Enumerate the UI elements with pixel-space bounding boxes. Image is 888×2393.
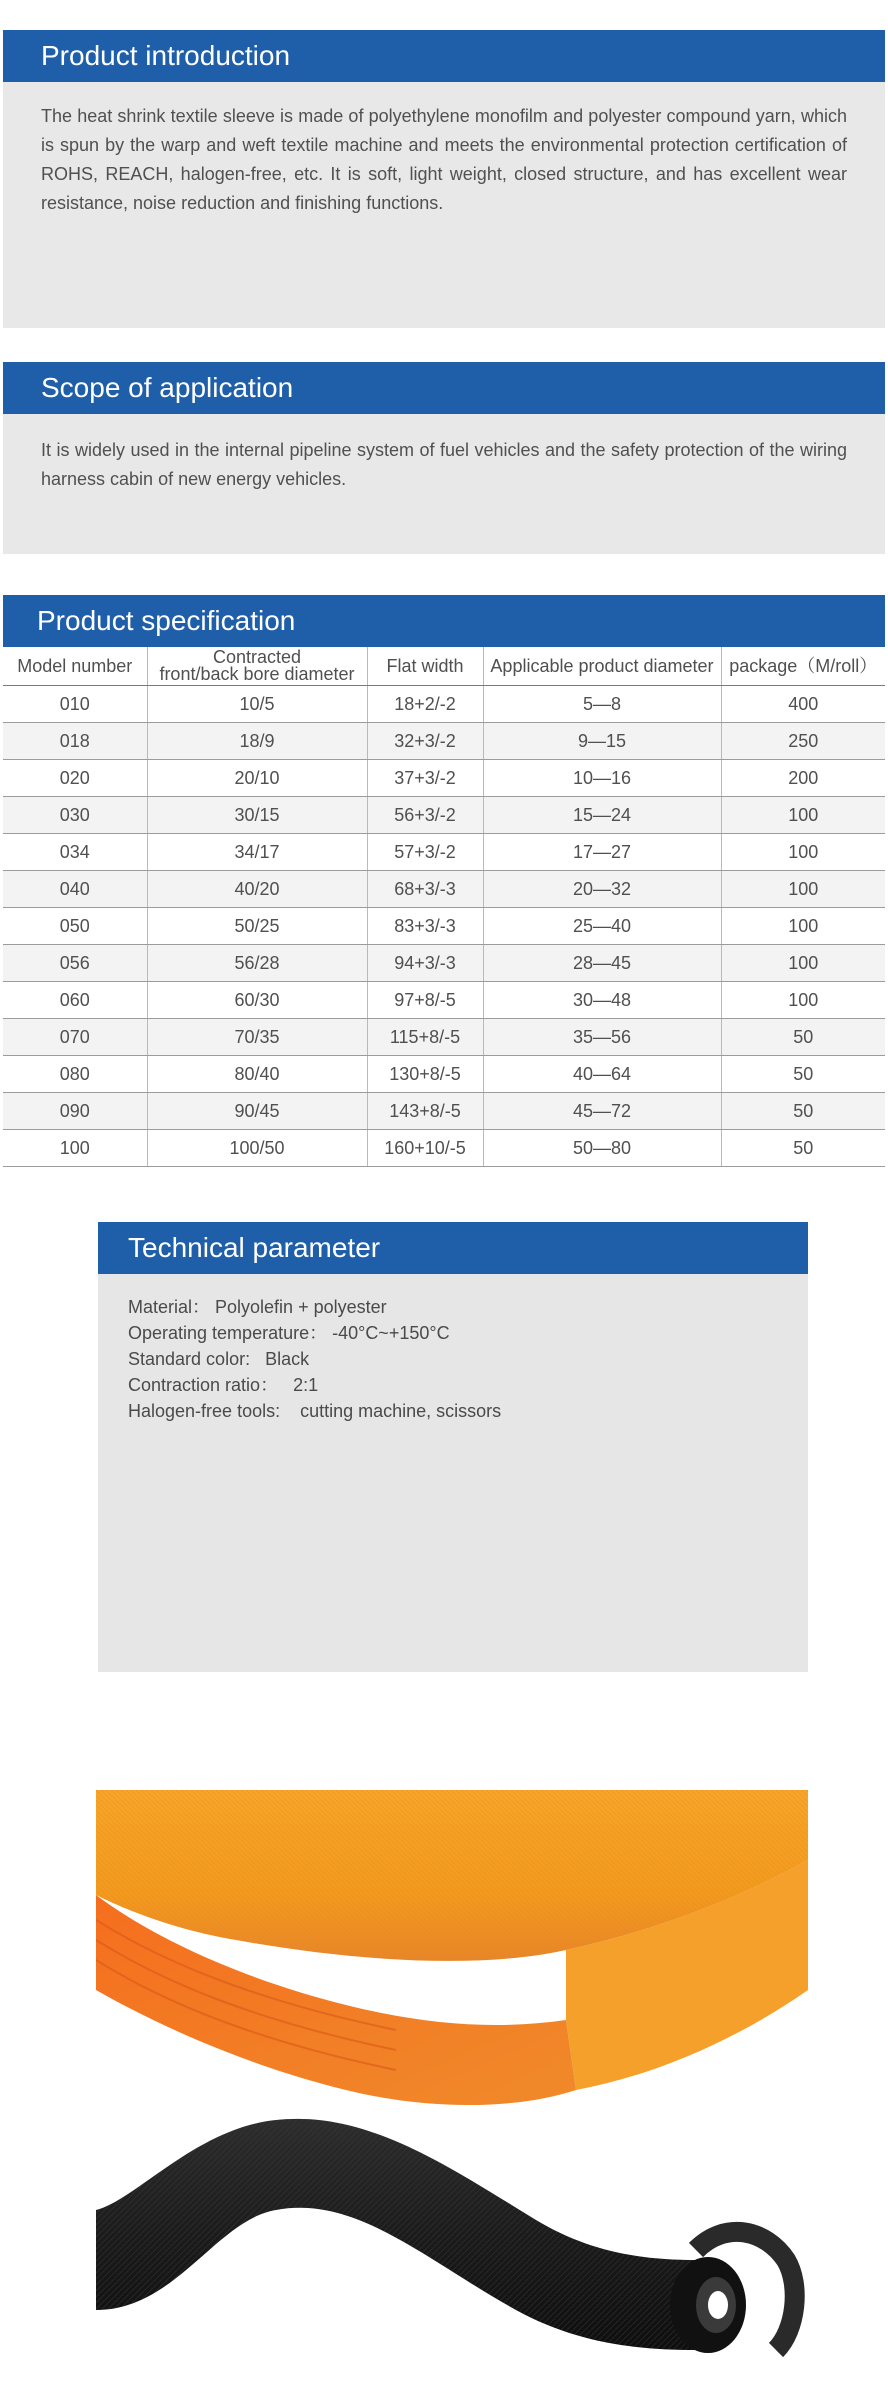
- parameter-material: Material： Polyolefin + polyester: [128, 1297, 387, 1317]
- table-row: [3, 1093, 885, 1130]
- cell-model-number: 020: [3, 760, 147, 797]
- cell-model-number: 010: [3, 686, 147, 723]
- cell-flat-width: 57+3/-2: [367, 834, 483, 871]
- table-row: [3, 797, 885, 834]
- cell-product-diameter: 35—56: [483, 1019, 721, 1056]
- cell-package: 50: [721, 1019, 885, 1056]
- cell-model-number: 100: [3, 1130, 147, 1167]
- cell-model-number: 050: [3, 908, 147, 945]
- header-flat-width: Flat width: [367, 647, 483, 686]
- cell-package: 100: [721, 797, 885, 834]
- cell-bore-diameter: 30/15: [147, 797, 367, 834]
- cell-bore-diameter: 70/35: [147, 1019, 367, 1056]
- cell-flat-width: 18+2/-2: [367, 686, 483, 723]
- parameter-list: [98, 1274, 808, 1424]
- cell-package: 100: [721, 871, 885, 908]
- cell-model-number: 080: [3, 1056, 147, 1093]
- cell-package: 100: [721, 908, 885, 945]
- table-row: [3, 760, 885, 797]
- cell-package: 50: [721, 1130, 885, 1167]
- cell-bore-diameter: 80/40: [147, 1056, 367, 1093]
- cell-model-number: 018: [3, 723, 147, 760]
- cell-flat-width: 94+3/-3: [367, 945, 483, 982]
- cell-package: 100: [721, 834, 885, 871]
- table-row: [3, 1019, 885, 1056]
- cell-package: 250: [721, 723, 885, 760]
- cell-bore-diameter: 90/45: [147, 1093, 367, 1130]
- specification-table: [3, 647, 885, 1167]
- technical-parameter-section: [98, 1222, 808, 1672]
- cell-flat-width: 97+8/-5: [367, 982, 483, 1019]
- scope-of-application-section: [3, 362, 885, 554]
- cell-product-diameter: 25—40: [483, 908, 721, 945]
- cell-product-diameter: 40—64: [483, 1056, 721, 1093]
- header-bore-line1: Contracted: [212, 647, 302, 667]
- sleeve-illustration: [96, 1790, 808, 2393]
- scope-of-application-title: Scope of application: [3, 362, 885, 414]
- cell-flat-width: 37+3/-2: [367, 760, 483, 797]
- cell-product-diameter: 30—48: [483, 982, 721, 1019]
- header-bore-diameter: [147, 647, 367, 686]
- cell-model-number: 090: [3, 1093, 147, 1130]
- cell-product-diameter: 15—24: [483, 797, 721, 834]
- parameter-contraction: Contraction ratio： 2:1: [128, 1375, 319, 1395]
- cell-model-number: 034: [3, 834, 147, 871]
- table-row: [3, 1056, 885, 1093]
- cell-product-diameter: 50—80: [483, 1130, 721, 1167]
- cell-bore-diameter: 100/50: [147, 1130, 367, 1167]
- scope-of-application-text: It is widely used in the internal pipeline system of fuel vehicles and the safety protection of the wiring harness cabin of new energy vehicles.: [41, 440, 847, 489]
- cell-product-diameter: 17—27: [483, 834, 721, 871]
- cell-bore-diameter: 10/5: [147, 686, 367, 723]
- cell-flat-width: 115+8/-5: [367, 1019, 483, 1056]
- cell-product-diameter: 9—15: [483, 723, 721, 760]
- cell-package: 100: [721, 945, 885, 982]
- cell-model-number: 056: [3, 945, 147, 982]
- cell-bore-diameter: 18/9: [147, 723, 367, 760]
- table-row: [3, 723, 885, 760]
- parameter-tools: Halogen-free tools: cutting machine, scissors: [128, 1401, 502, 1421]
- table-row: [3, 686, 885, 723]
- cell-flat-width: 32+3/-2: [367, 723, 483, 760]
- table-row: [3, 1130, 885, 1167]
- cell-flat-width: 130+8/-5: [367, 1056, 483, 1093]
- header-bore-line2: front/back bore diameter: [159, 664, 355, 684]
- table-row: [3, 982, 885, 1019]
- cell-bore-diameter: 40/20: [147, 871, 367, 908]
- product-introduction-title: Product introduction: [3, 30, 885, 82]
- parameter-temperature: Operating temperature： -40°C~+150°C: [128, 1323, 450, 1343]
- cell-flat-width: 56+3/-2: [367, 797, 483, 834]
- product-photo: [96, 1790, 808, 2393]
- cell-bore-diameter: 56/28: [147, 945, 367, 982]
- cell-package: 400: [721, 686, 885, 723]
- product-introduction-text: The heat shrink textile sleeve is made of polyethylene monofilm and polyester compound yarn, which is spun by the warp and weft textile machine and meets the environmental protection certification of ROHS, REACH, halogen-free, etc. It is soft, light weight, closed structure, and has excellent wear resistance, noise reduction and finishing functions.: [41, 106, 847, 213]
- cell-flat-width: 68+3/-3: [367, 871, 483, 908]
- cell-bore-diameter: 20/10: [147, 760, 367, 797]
- cell-product-diameter: 28—45: [483, 945, 721, 982]
- cell-product-diameter: 45—72: [483, 1093, 721, 1130]
- cell-bore-diameter: 34/17: [147, 834, 367, 871]
- product-specification-title: Product specification: [3, 595, 885, 647]
- product-introduction-section: [3, 30, 885, 328]
- cell-flat-width: 160+10/-5: [367, 1130, 483, 1167]
- technical-parameter-title: Technical parameter: [98, 1222, 808, 1274]
- header-product-diameter: Applicable product diameter: [483, 647, 721, 686]
- table-row: [3, 871, 885, 908]
- cell-product-diameter: 20—32: [483, 871, 721, 908]
- cell-bore-diameter: 50/25: [147, 908, 367, 945]
- cell-product-diameter: 10—16: [483, 760, 721, 797]
- header-model-number: Model number: [3, 647, 147, 686]
- cell-model-number: 070: [3, 1019, 147, 1056]
- cell-flat-width: 143+8/-5: [367, 1093, 483, 1130]
- cell-flat-width: 83+3/-3: [367, 908, 483, 945]
- cell-package: 50: [721, 1056, 885, 1093]
- cell-model-number: 030: [3, 797, 147, 834]
- cell-package: 50: [721, 1093, 885, 1130]
- cell-model-number: 060: [3, 982, 147, 1019]
- cell-package: 100: [721, 982, 885, 1019]
- cell-bore-diameter: 60/30: [147, 982, 367, 1019]
- cell-package: 200: [721, 760, 885, 797]
- table-row: [3, 945, 885, 982]
- table-row: [3, 908, 885, 945]
- header-package: package（M/roll）: [721, 647, 885, 686]
- parameter-color: Standard color: Black: [128, 1349, 310, 1369]
- cell-product-diameter: 5—8: [483, 686, 721, 723]
- table-row: [3, 834, 885, 871]
- cell-model-number: 040: [3, 871, 147, 908]
- table-header-row: [3, 647, 885, 686]
- product-specification-section: [3, 595, 885, 1167]
